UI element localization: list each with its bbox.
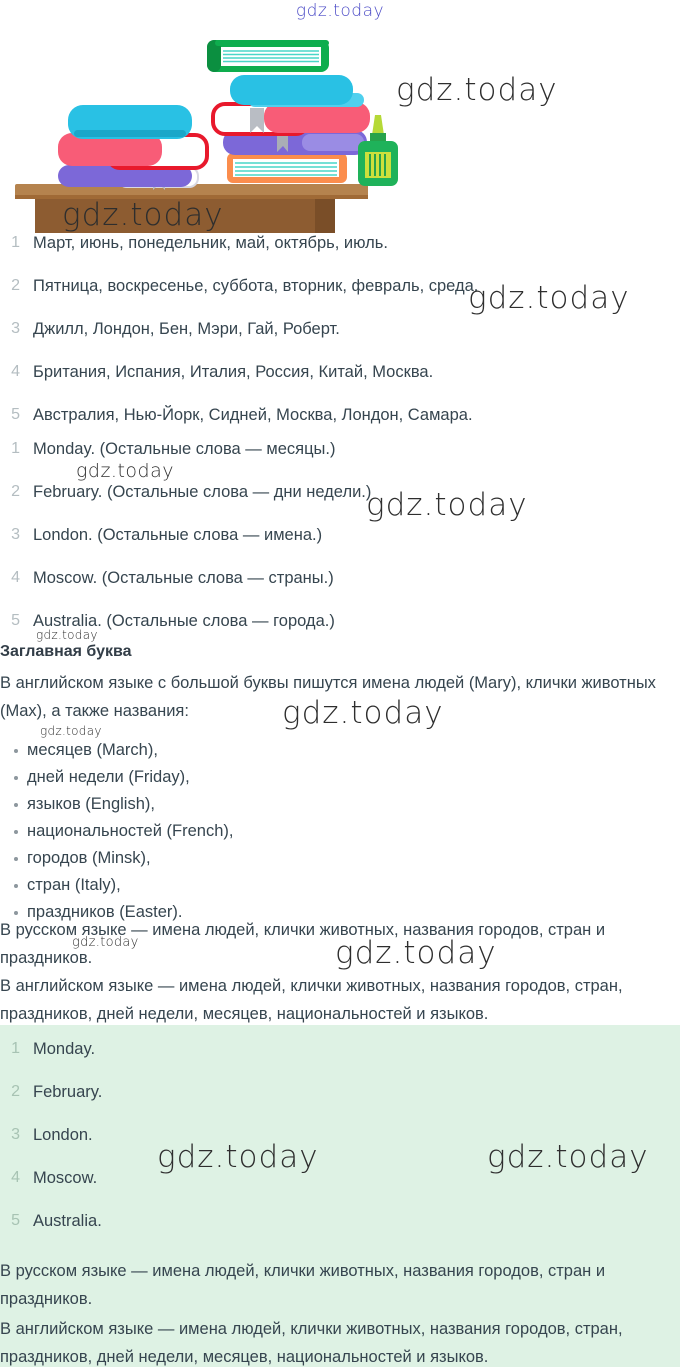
item-text: Март, июнь, понедельник, май, октябрь, июль. [33, 234, 388, 252]
watermark-under-table: gdz.today [62, 197, 224, 233]
bullet-dot-icon [14, 911, 18, 915]
rule-intro: В английском языке с большой буквы пишутся имена людей (Mary), клички животных (Max), а также названия: [0, 674, 656, 720]
books-illustration [12, 38, 432, 238]
list-item [0, 362, 680, 405]
list-item [0, 276, 680, 319]
bullet-text: стран (Italy), [27, 876, 121, 894]
watermark-tiny-above-heading: gdz.today [36, 628, 98, 642]
capitalization-bullet-list [0, 737, 660, 926]
item-number: 2 [11, 277, 20, 294]
answer-list [0, 439, 680, 654]
item-text: London. (Остальные слова — имена.) [33, 526, 323, 544]
item-text: Australia. [33, 1212, 102, 1230]
item-text: London. [33, 1126, 93, 1144]
bullet-item [0, 818, 660, 845]
item-number: 1 [11, 1040, 20, 1057]
watermark-answers-big: gdz.today [366, 487, 528, 523]
question-list [0, 233, 680, 448]
item-number: 3 [11, 320, 20, 337]
item-text: February. [33, 1083, 103, 1101]
answer-card-english-note: В английском языке — имена людей, клички животных, названия городов, стран, праздников, дней недели, месяцев, национальностей и языков. [0, 1320, 623, 1366]
bullet-dot-icon [14, 830, 18, 834]
item-number: 4 [11, 569, 20, 586]
item-number: 1 [11, 234, 20, 251]
watermark-top-center: gdz.today [295, 1, 385, 21]
answer-card [0, 1025, 680, 1367]
right-book-stack [207, 40, 370, 183]
item-text: Британия, Испания, Италия, Россия, Китай, Москва. [33, 363, 434, 381]
item-number: 5 [11, 1212, 20, 1229]
left-book-stack [58, 105, 207, 190]
list-item [0, 568, 680, 611]
item-number: 1 [11, 440, 20, 457]
list-item [0, 1125, 680, 1168]
russian-note: В русском языке — имена людей, клички животных, названия городов, стран и праздников. [0, 921, 606, 967]
list-item [0, 319, 680, 362]
bullet-text: праздников (Easter). [27, 903, 183, 921]
bullet-item [0, 872, 660, 899]
item-number: 3 [11, 1126, 20, 1143]
bullet-text: месяцев (March), [27, 741, 158, 759]
bullet-dot-icon [14, 803, 18, 807]
item-text: Австралия, Нью-Йорк, Сидней, Москва, Лондон, Самара. [33, 406, 473, 424]
watermark-rule-big: gdz.today [282, 695, 444, 731]
bullet-dot-icon [14, 857, 18, 861]
item-text: February. (Остальные слова — дни недели.) [33, 483, 372, 501]
list-item [0, 525, 680, 568]
bullet-dot-icon [14, 749, 18, 753]
rule-heading: Заглавная буква [0, 643, 132, 660]
list-item [0, 1039, 680, 1082]
list-item [0, 439, 680, 482]
list-item [0, 1211, 680, 1254]
bullet-text: дней недели (Friday), [27, 768, 190, 786]
item-text: Джилл, Лондон, Бен, Мэри, Гай, Роберт. [33, 320, 340, 338]
bullet-text: городов (Minsk), [27, 849, 151, 867]
bullet-dot-icon [14, 884, 18, 888]
list-item [0, 1168, 680, 1211]
watermark-card-right: gdz.today [487, 1139, 649, 1175]
watermark-card-left: gdz.today [157, 1139, 319, 1175]
watermark-notes-big: gdz.today [335, 935, 497, 971]
answer-card-list [0, 1039, 680, 1254]
item-text: Moscow. [33, 1169, 98, 1187]
item-text: Monday. (Остальные слова — месяцы.) [33, 440, 336, 458]
item-number: 4 [11, 363, 20, 380]
item-number: 2 [11, 1083, 20, 1100]
watermark-answers-small: gdz.today [76, 460, 174, 482]
bullet-text: национальностей (French), [27, 822, 234, 840]
watermark-questions-right: gdz.today [468, 280, 630, 316]
item-text: Australia. (Остальные слова — города.) [33, 612, 335, 630]
list-item [0, 1082, 680, 1125]
watermark-books-right: gdz.today [396, 72, 558, 108]
item-text: Monday. [33, 1040, 96, 1058]
bullet-text: языков (English), [27, 795, 155, 813]
table [15, 184, 368, 233]
bullet-item [0, 845, 660, 872]
bullet-dot-icon [14, 776, 18, 780]
item-number: 4 [11, 1169, 20, 1186]
item-number: 5 [11, 406, 20, 423]
bullet-item [0, 791, 660, 818]
bullet-item [0, 764, 660, 791]
item-text: Пятница, воскресенье, суббота, вторник, февраль, среда. [33, 277, 479, 295]
item-number: 5 [11, 612, 20, 629]
item-text: Moscow. (Остальные слова — страны.) [33, 569, 334, 587]
item-number: 3 [11, 526, 20, 543]
watermark-tiny-above-bullets: gdz.today [40, 724, 102, 738]
watermark-notes-small: gdz.today [72, 935, 139, 950]
item-number: 2 [11, 483, 20, 500]
list-item [0, 482, 680, 525]
bullet-item [0, 737, 660, 764]
answer-card-russian-note: В русском языке — имена людей, клички животных, названия городов, стран и праздников. [0, 1262, 606, 1308]
list-item [0, 233, 680, 276]
english-note: В английском языке — имена людей, клички животных, названия городов, стран, праздников, дней недели, месяцев, национальностей и языков. [0, 977, 623, 1023]
